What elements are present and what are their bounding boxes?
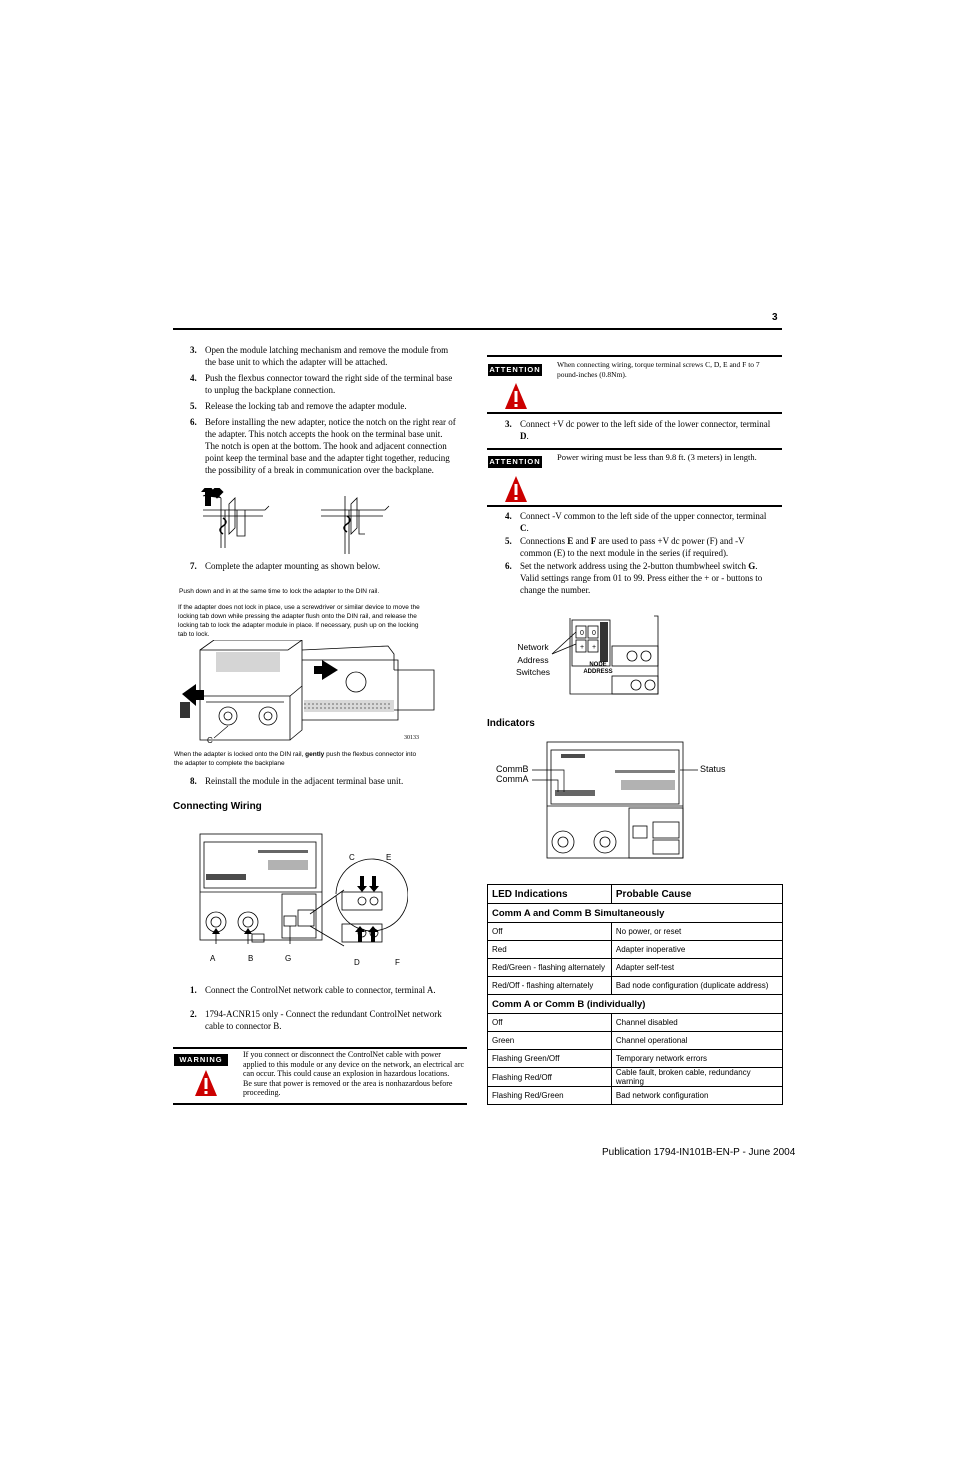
step-mid: and — [573, 536, 591, 546]
step-line: the base unit to which the adapter will be attached. — [205, 357, 388, 367]
step-line: Connect the ControlNet network cable to connector, terminal A. — [205, 985, 436, 995]
step-number: 4. — [190, 373, 197, 383]
step-text — [520, 560, 762, 596]
indicator-leaders — [530, 764, 700, 804]
table-cell: LED Indications — [488, 885, 612, 904]
node-address-label — [578, 662, 618, 676]
step-bold: C — [520, 523, 527, 533]
table-row — [488, 1050, 783, 1068]
step-end: . — [755, 561, 758, 571]
caption3-before: When the adapter is locked onto the DIN rail, — [174, 751, 306, 758]
table-cell: Comm A or Comm B (individually) — [488, 995, 783, 1014]
table-row — [488, 941, 783, 959]
svg-text:+: + — [592, 644, 597, 651]
text-line: When connecting wiring, torque terminal screws C, D, E and F to 7 — [557, 360, 760, 369]
attention2-top-rule — [487, 448, 782, 450]
step-bold: G — [748, 561, 756, 571]
figure-number: 30133 — [404, 735, 419, 741]
step-bold: D — [520, 431, 527, 441]
step-number: 7. — [190, 561, 197, 571]
step-line: point keep the terminal base and the adapter tight together, reducing — [205, 453, 450, 463]
step-line: the possibility of a break in communication over the backplane. — [205, 465, 434, 475]
table-row — [488, 1068, 783, 1087]
text-line: If the adapter does not lock in place, use a screwdriver or similar device to move the — [178, 604, 420, 611]
table-cell: Adapter inoperative — [611, 941, 782, 959]
step-line2: Valid settings range from 01 to 99. Press either the + or - buttons to — [520, 573, 763, 583]
comma-label: CommA — [496, 774, 529, 784]
figure-label-c: C — [207, 736, 213, 745]
table-row — [488, 959, 783, 977]
table-cell: Bad network configuration — [611, 1087, 782, 1105]
step-line3: change the number. — [520, 585, 591, 595]
attention2-badge: ATTENTION — [489, 457, 541, 466]
step-text — [205, 400, 407, 412]
step-line2: common (E) to the next module in the series (if required). — [520, 548, 729, 558]
attention2-text — [557, 453, 785, 463]
step-number: 3. — [190, 345, 197, 355]
table-cell: No power, or reset — [611, 923, 782, 941]
text-line: Power wiring must be less than 9.8 ft. (3 meters) in length. — [557, 452, 757, 462]
warning-icon — [194, 1069, 218, 1097]
table-cell: Flashing Red/Green — [488, 1087, 612, 1105]
table-cell: Green — [488, 1032, 612, 1050]
caption-push-down: Push down and in at the same time to lock the adapter to the DIN rail. — [179, 588, 380, 595]
step-bold-2: F — [590, 536, 597, 546]
table-cell: Bad node configuration (duplicate address) — [611, 977, 782, 995]
text-line: Switches — [515, 667, 550, 677]
caption3-bold: gently — [305, 751, 325, 758]
step-pre: Connections — [520, 536, 568, 546]
step-text — [205, 344, 448, 368]
step-number: 6. — [505, 561, 512, 571]
table-cell: Red — [488, 941, 612, 959]
caption3-after: push the flexbus connector into — [324, 751, 417, 758]
step-text — [205, 416, 456, 476]
led-table — [487, 884, 783, 1105]
caption3-line2: the adapter to complete the backplane — [174, 760, 285, 767]
table-row — [488, 1087, 783, 1105]
text-line: ADDRESS — [583, 669, 613, 675]
table-cell: Temporary network errors — [611, 1050, 782, 1068]
table-row — [488, 977, 783, 995]
step-text: Reinstall the module in the adjacent terminal base unit. — [205, 776, 404, 786]
text-line: applied to this module or any device on the network, an electrical arc — [243, 1059, 465, 1069]
text-line: If you connect or disconnect the ControlNet cable with power — [243, 1050, 441, 1059]
step-line: Release the locking tab and remove the adapter module. — [205, 401, 407, 411]
wiring-figure — [198, 830, 408, 950]
text-line: pound-inches (0.8Nm). — [557, 369, 627, 379]
text-line: Address — [517, 654, 549, 665]
table-cell: Flashing Red/Off — [488, 1068, 612, 1087]
notch-figure — [195, 488, 395, 558]
step-number: 2. — [190, 1009, 197, 1019]
step-line: to unplug the backplane connection. — [205, 385, 336, 395]
wiring-label-g: G — [285, 954, 292, 963]
step-text — [520, 535, 745, 559]
step-line: Connect -V common to the left side of the upper connector, terminal — [520, 511, 767, 521]
table-cell: Off — [488, 1014, 612, 1032]
wiring-label-e: E — [386, 853, 392, 862]
caption-gently-push — [174, 750, 474, 768]
attention1-icon — [504, 382, 528, 410]
attention1-top-rule — [487, 355, 782, 357]
warning-badge: WARNING — [174, 1054, 228, 1066]
step-text — [205, 984, 436, 996]
table-row — [488, 1032, 783, 1050]
step-text — [205, 1008, 442, 1032]
table-cell: Adapter self-test — [611, 959, 782, 977]
step-number: 3. — [505, 419, 512, 429]
page-number: 3 — [772, 312, 778, 323]
table-cell: Flashing Green/Off — [488, 1050, 612, 1068]
text-line: locking tab down while pressing the adapter flush onto the DIN rail, and release the — [178, 613, 417, 620]
table-cell: Off — [488, 923, 612, 941]
step-pre: Set the network address using the 2-button thumbwheel switch — [520, 561, 749, 571]
step-line: Before installing the new adapter, notice the notch on the right rear of — [205, 417, 456, 427]
table-header — [488, 885, 783, 904]
warning-top-rule — [173, 1047, 467, 1049]
step-bold-1: E — [567, 536, 574, 546]
warning-text — [243, 1050, 469, 1098]
step-line: The notch is open at the bottom. The hook and adjacent connection — [205, 441, 447, 451]
wiring-label-d: D — [354, 958, 360, 967]
step-line: 1794-ACNR15 only - Connect the redundant ControlNet network — [205, 1009, 442, 1019]
table-cell: Cable fault, broken cable, redundancy warning — [611, 1068, 782, 1087]
wiring-label-c: C — [349, 853, 355, 862]
network-address-label — [508, 641, 558, 679]
text-line: NODE — [589, 662, 607, 668]
step-line: Push the flexbus connector toward the right side of the terminal base — [205, 373, 453, 383]
table-section — [488, 904, 783, 923]
caption-lock-tab — [178, 603, 468, 639]
attention1-text — [557, 360, 785, 379]
step-line: Connect +V dc power to the left side of the lower connector, terminal — [520, 419, 771, 429]
step-number: 6. — [190, 417, 197, 427]
step-post: are used to pass +V dc power (F) and -V — [596, 536, 745, 546]
header-rule — [173, 328, 782, 330]
step-number: 8. — [190, 776, 197, 786]
step-line: cable to connector B. — [205, 1021, 282, 1031]
status-label: Status — [700, 764, 726, 774]
text-line: tab to lock. — [178, 631, 210, 638]
wiring-label-f: F — [395, 958, 400, 967]
table-cell: Red/Off - flashing alternately — [488, 977, 612, 995]
network-address-figure — [550, 612, 662, 696]
table-section — [488, 995, 783, 1014]
step-text — [520, 510, 766, 534]
svg-text:0: 0 — [580, 630, 584, 637]
warning-bottom-rule — [173, 1103, 467, 1105]
table-cell: Channel operational — [611, 1032, 782, 1050]
step-text: Complete the adapter mounting as shown below. — [205, 561, 381, 571]
text-line: Be sure that power is removed or the area is nonhazardous before — [243, 1078, 453, 1088]
step-line: the adapter. This notch accepts the hook on the terminal base unit. — [205, 429, 443, 439]
table-row — [488, 1014, 783, 1032]
connecting-wiring-heading: Connecting Wiring — [173, 801, 262, 812]
svg-text:+: + — [580, 644, 585, 651]
step-text — [205, 372, 452, 396]
step-end: . — [526, 431, 529, 441]
table-cell: Comm A and Comm B Simultaneously — [488, 904, 783, 923]
din-rail-figure — [178, 640, 438, 748]
svg-text:0: 0 — [592, 630, 596, 637]
attention1-bottom-rule — [487, 412, 782, 414]
attention2-icon — [504, 475, 528, 503]
commb-label: CommB — [496, 764, 529, 774]
indicators-heading: Indicators — [487, 718, 535, 729]
attention1-badge: ATTENTION — [489, 365, 541, 374]
step-line: Open the module latching mechanism and remove the module from — [205, 345, 449, 355]
text-line: proceeding. — [243, 1088, 281, 1097]
table-cell: Red/Green - flashing alternately — [488, 959, 612, 977]
publication-footer: Publication 1794-IN101B-EN-P - June 2004 — [602, 1147, 796, 1158]
step-number: 5. — [190, 401, 197, 411]
wiring-label-a: A — [210, 954, 216, 963]
step-text — [520, 418, 770, 442]
table-cell: Probable Cause — [611, 885, 782, 904]
wiring-label-b: B — [248, 954, 254, 963]
text-line: locking tab to lock the adapter module in place. If necessary, push up on the locking — [178, 622, 419, 629]
text-line: can occur. This could cause an explosion in hazardous locations. — [243, 1069, 450, 1078]
attention2-bottom-rule — [487, 505, 782, 507]
step-end: . — [526, 523, 529, 533]
text-line: Network — [517, 642, 549, 652]
step-number: 4. — [505, 511, 512, 521]
table-row — [488, 923, 783, 941]
table-cell: Channel disabled — [611, 1014, 782, 1032]
step-number: 1. — [190, 985, 197, 995]
step-number: 5. — [505, 536, 512, 546]
